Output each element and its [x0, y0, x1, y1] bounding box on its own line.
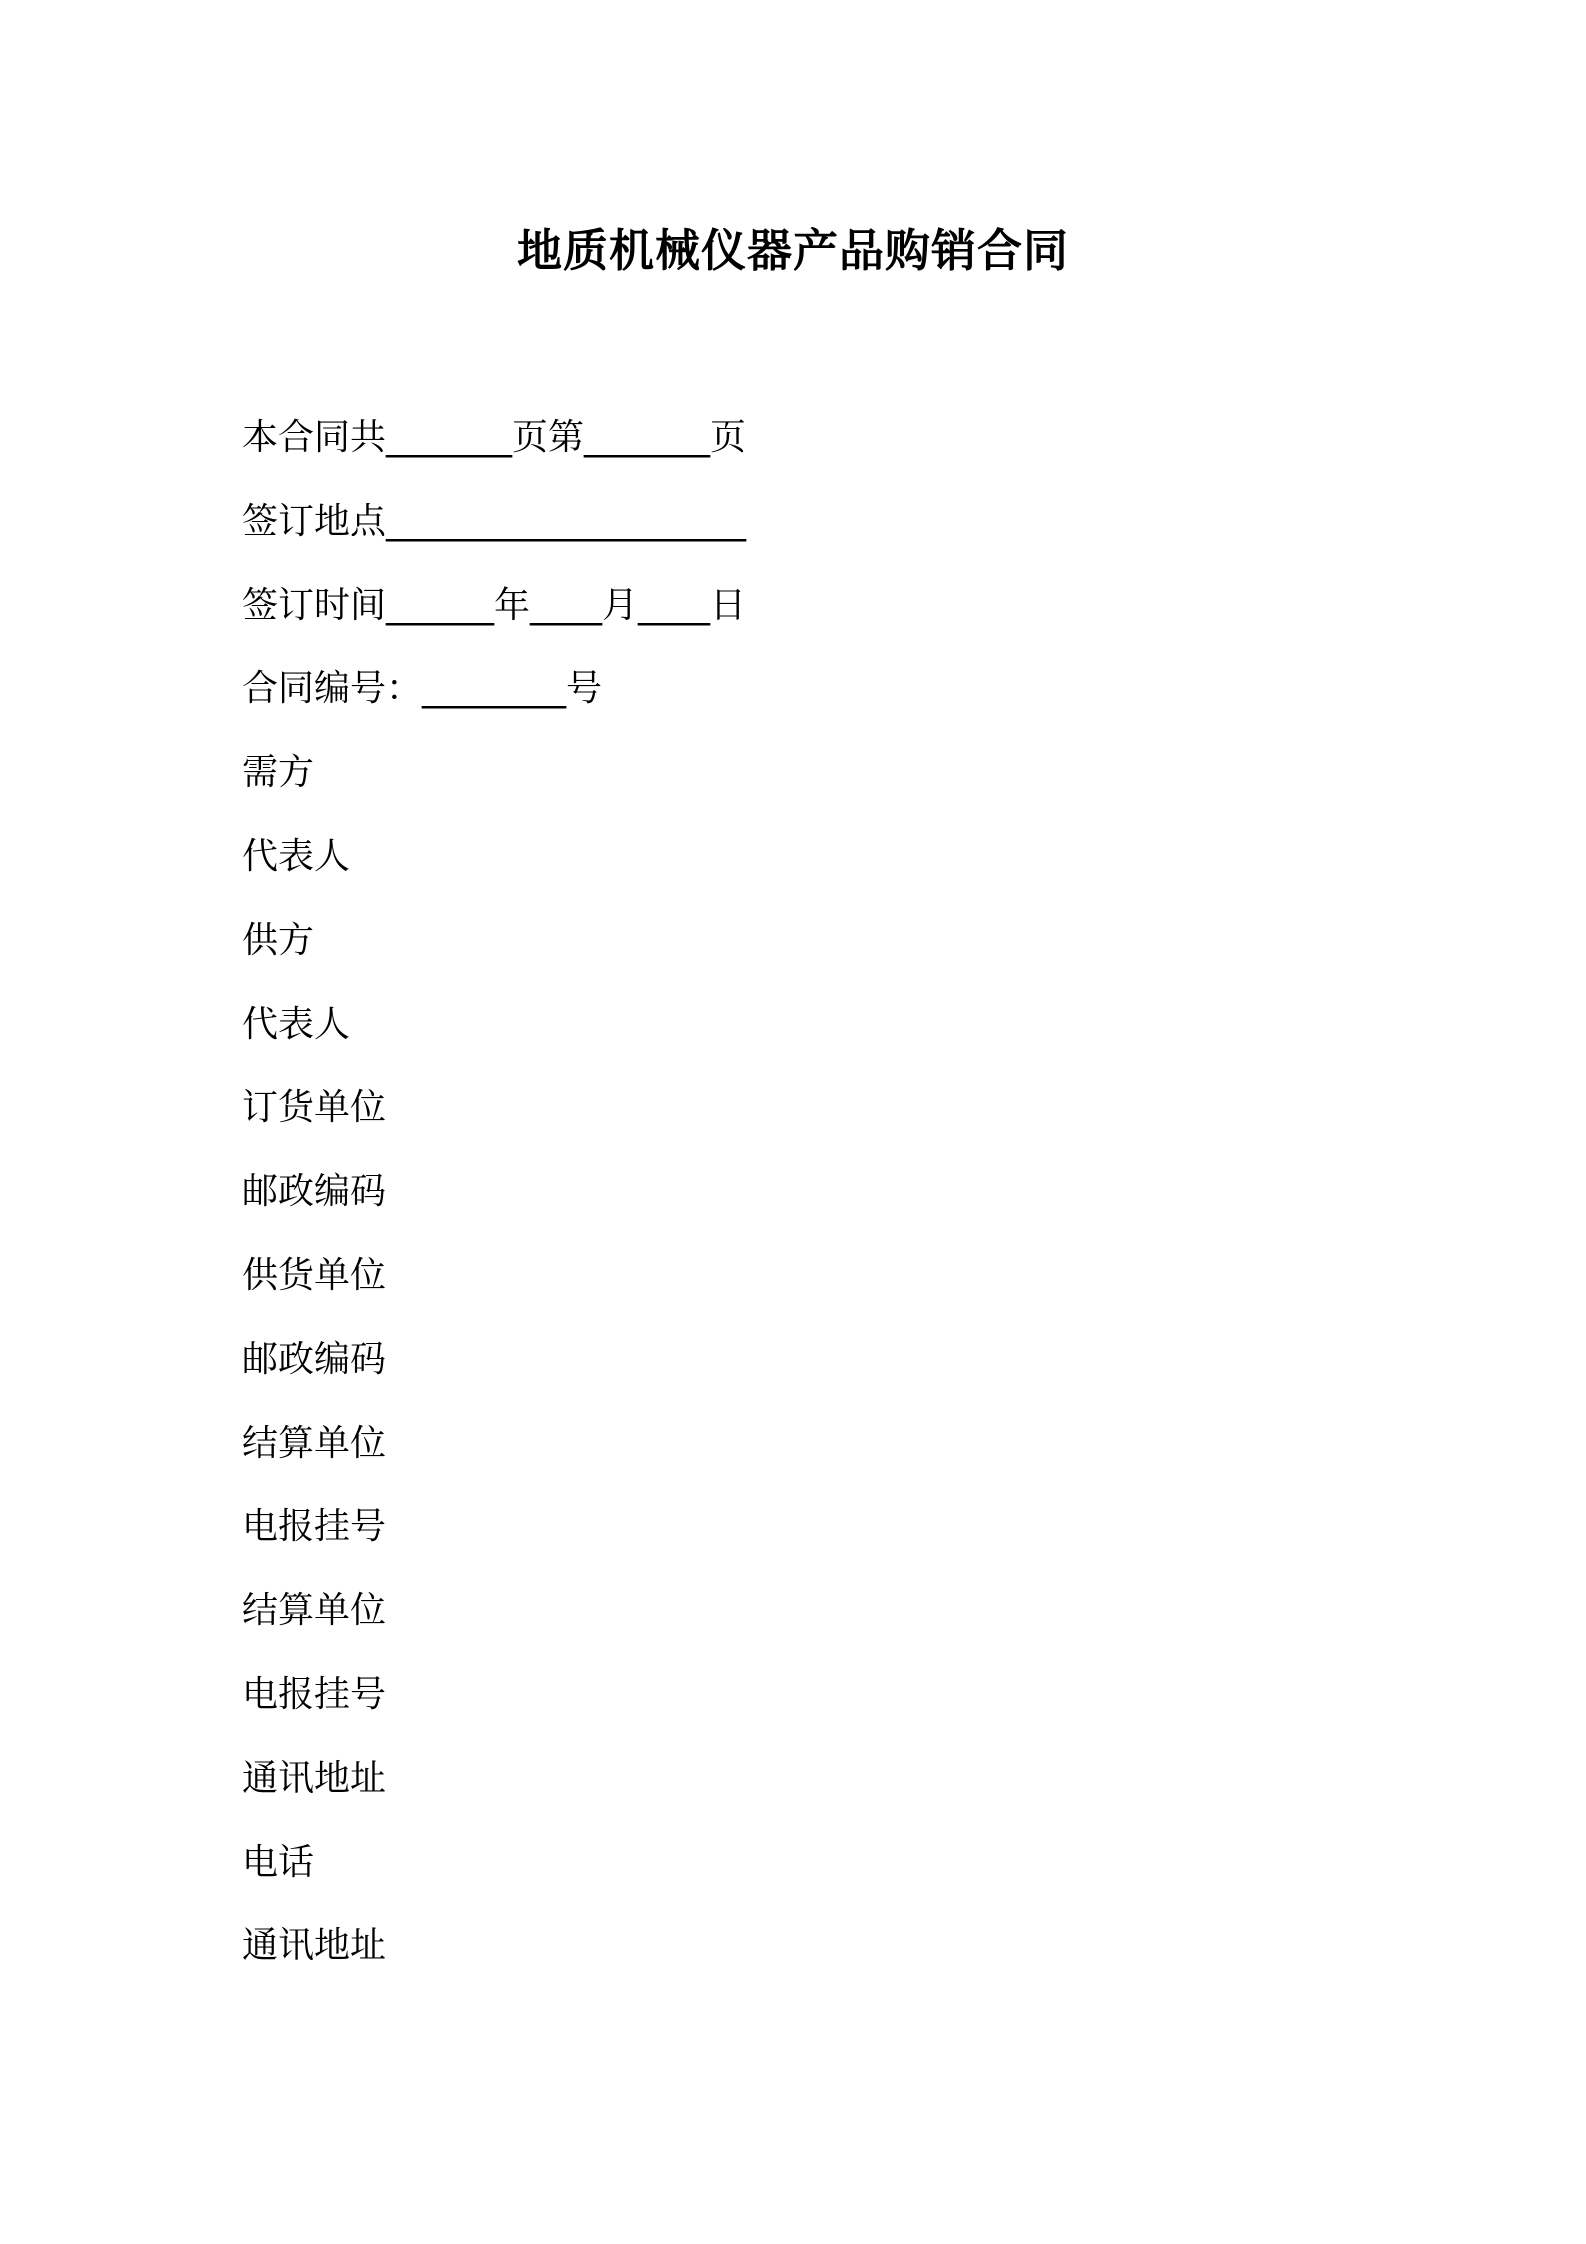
field-supplying-unit: 供货单位 [242, 1254, 387, 1296]
field-signing-place: 签订地点____________________ [242, 500, 747, 542]
field-postal-code: 邮政编码 [242, 1171, 387, 1213]
field-ordering-unit: 订货单位 [242, 1087, 387, 1129]
field-settlement-unit: 结算单位 [242, 1422, 387, 1464]
contract-fields [242, 408, 746, 2000]
field-contract-number: 合同编号：________号 [242, 668, 603, 710]
field-telephone: 电话 [242, 1841, 315, 1883]
field-buyer: 需方 [242, 752, 315, 794]
field-telegraph-code: 电报挂号 [242, 1506, 387, 1548]
field-mailing-address: 通讯地址 [242, 1757, 387, 1799]
field-telegraph-code: 电报挂号 [242, 1673, 387, 1715]
field-supplier: 供方 [242, 919, 315, 961]
field-page-count: 本合同共_______页第_______页 [242, 417, 747, 458]
field-supplier-representative: 代表人 [242, 1003, 351, 1045]
field-signing-date: 签订时间______年____月____日 [242, 584, 747, 626]
field-buyer-representative: 代表人 [242, 835, 351, 877]
document-title: 地质机械仪器产品购销合同 [516, 224, 1069, 277]
field-mailing-address: 通讯地址 [242, 1925, 387, 1967]
field-settlement-unit: 结算单位 [242, 1590, 387, 1632]
field-postal-code: 邮政编码 [242, 1338, 387, 1380]
